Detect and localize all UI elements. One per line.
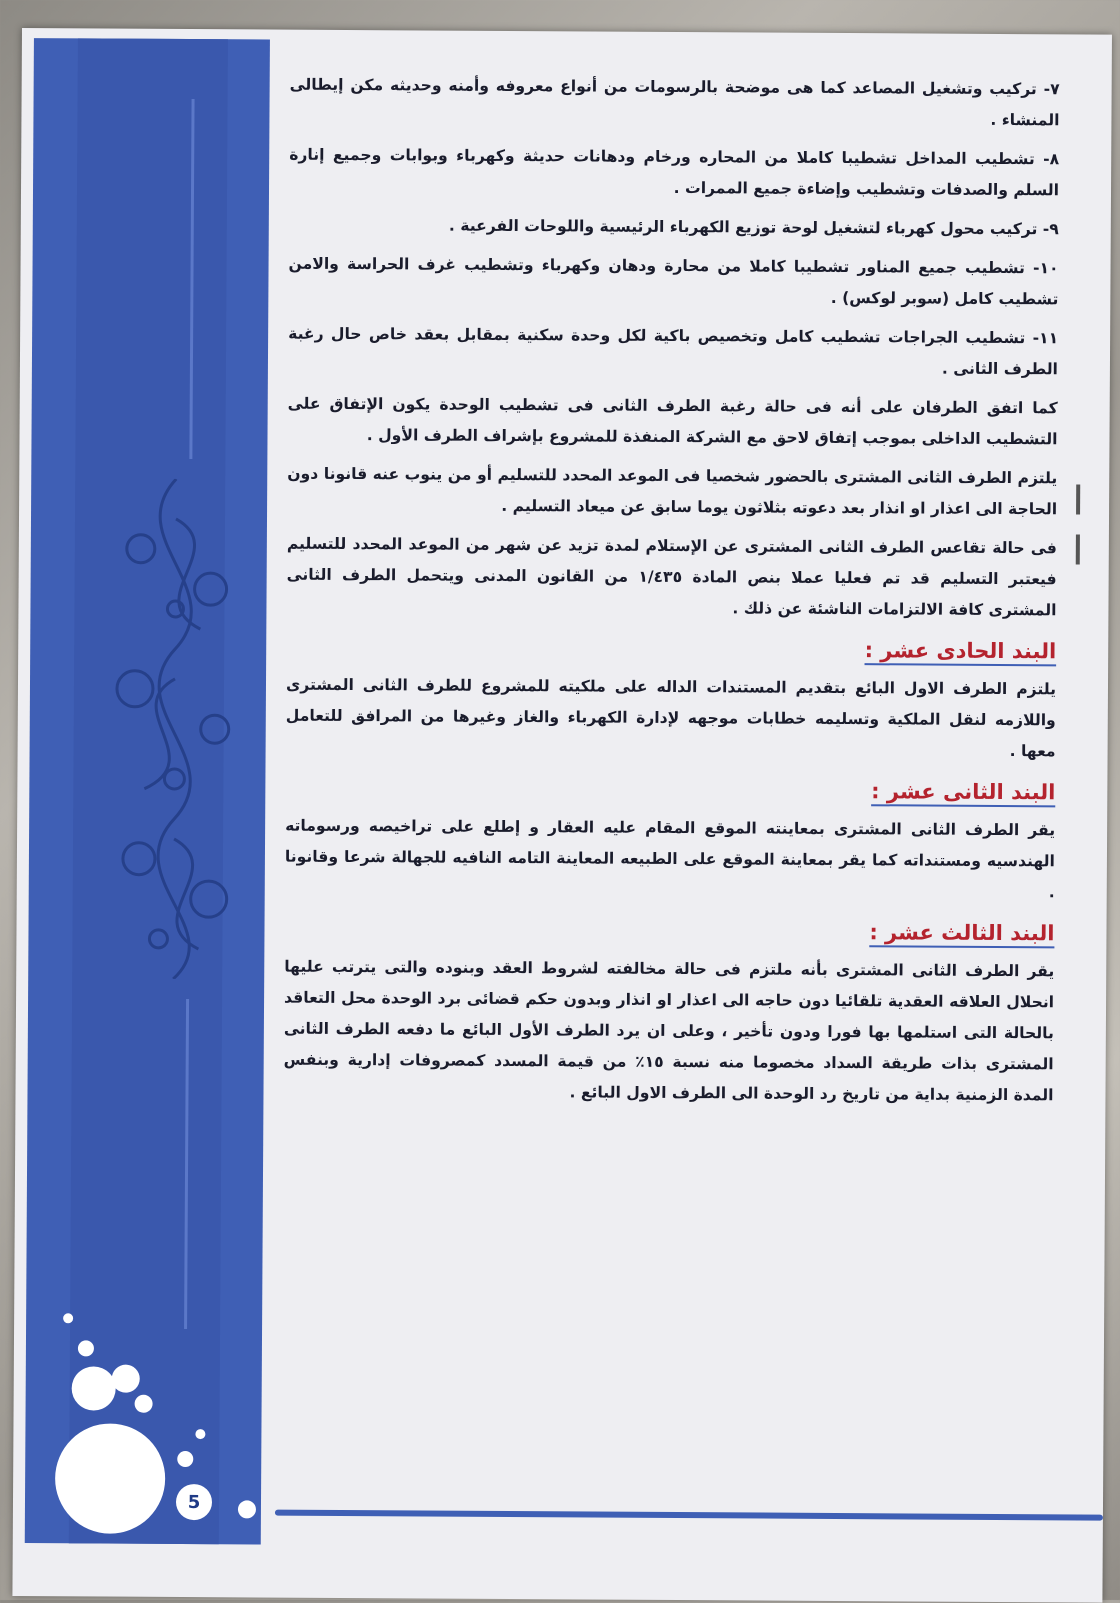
bottom-divider <box>275 1510 1103 1521</box>
item-9: ٩- تركيب محول كهرباء لتشغيل لوحة توزيع الكهرباء الرئيسية واللوحات الفرعية . <box>448 216 1059 239</box>
floral-ornament-icon <box>98 478 251 979</box>
page-edge-mark-icon <box>1073 474 1084 574</box>
item-7: ٧- تركيب وتشغيل المصاعد كما هى موضحة بالرسومات من أنواع معروفه وأمنه وحديثه مكن إيطالى المنشاء . <box>289 75 1060 130</box>
item-8: ٨- تشطيب المداخل تشطيبا كاملا من المحاره ورخام ودهانات حديثة وكهرباء وبوابات وجميع إنارة السلم والصدفات وتشطيب وإضاءة جميع الممرات . <box>289 145 1060 200</box>
item-10: ١٠- تشطيب جميع المناور تشطيبا كاملا من محارة ودهان وكهرباء وتشطيب غرف الحراسة والامن تشطيب كامل (سوبر لوكس) . <box>288 254 1059 309</box>
decorative-sidebar <box>25 38 270 1544</box>
bubbles-decoration-icon <box>25 1258 277 1550</box>
section-13-heading: البند الثالث عشر : <box>869 920 1055 946</box>
finishing-agreement-paragraph: كما اتفق الطرفان على أنه فى حالة رغبة الطرف الثانى فى تشطيب الوحدة يكون الإتفاق على التشطيب الداخلى بموجب إتفاق لاحق مع الشركة المنفذة للمشروع بإشراف الطرف الأول . <box>287 394 1058 449</box>
section-11-heading: البند الحادى عشر : <box>864 638 1057 664</box>
delay-delivery-paragraph: فى حالة تقاعس الطرف الثانى المشترى عن الإستلام لمدة تزيد عن شهر من الموعد المحدد للتسليم فيعتبر التسليم قد تم فعليا عملا بنص المادة ١/٤٣٥ من القانون المدنى ويتحمل الطرف الثانى المشترى كافة الالتزامات الناشئة عن ذلك . <box>286 534 1057 620</box>
contract-text <box>283 70 1059 1120</box>
section-12-heading: البند الثانى عشر : <box>871 779 1056 805</box>
item-11: ١١- تشطيب الجراجات تشطيب كامل وتخصيص باكية لكل وحدة سكنية بمقابل بعقد خاص حال رغبة الطرف الثانى . <box>288 324 1059 379</box>
page-number: 5 <box>176 1484 212 1520</box>
section-13-text: يقر الطرف الثانى المشترى بأنه ملتزم فى حالة مخالفته لشروط العقد وبنوده والتى يترتب عليها انحلال العلاقه العقدية تلقائيا دون حاجه الى اعذار او انذار وبدون حكم قضائى برد الوحدة محل التعاقد بالحالة التى استلمها بها فورا ودون تأخير ، وعلى ان يرد الطرف الأول البائع ما دفعه الطرف الثانى المشترى بذات طريقة السداد مخصوما منه نسبة ١٥٪ من قيمة المسدد كمصروفات إدارية وبنفس المدة الزمنية بداية من تاريخ رد الوحدة الى الطرف الاول البائع . <box>283 957 1055 1105</box>
section-12-text: يقر الطرف الثانى المشترى بمعاينته الموقع المقام عليه العقار و إطلع على تراخيصه ورسوماته الهندسيه ومستنداته كما يقر بمعاينة الموقع على الطبيعه المعاينة التامه النافيه للجهالة شرعا وقانونا . <box>284 816 1056 902</box>
contract-page <box>12 28 1112 1603</box>
section-11-text: يلتزم الطرف الاول البائع بتقديم المستندات الداله على ملكيته للمشروع للطرف الثانى المشترى واللازمه لنقل الملكية وتسليمه خطابات موجهه لإدارة الكهرباء والغاز وغيرها من المرافق للتعامل معها . <box>285 675 1057 761</box>
delivery-attendance-paragraph: يلتزم الطرف الثانى المشترى بالحضور شخصيا فى الموعد المحدد للتسليم أو من ينوب عنه قانونا دون الحاجة الى اعذار او انذار بعد دعوته بثلاثون يوما سابق عن ميعاد التسليم . <box>287 464 1058 519</box>
